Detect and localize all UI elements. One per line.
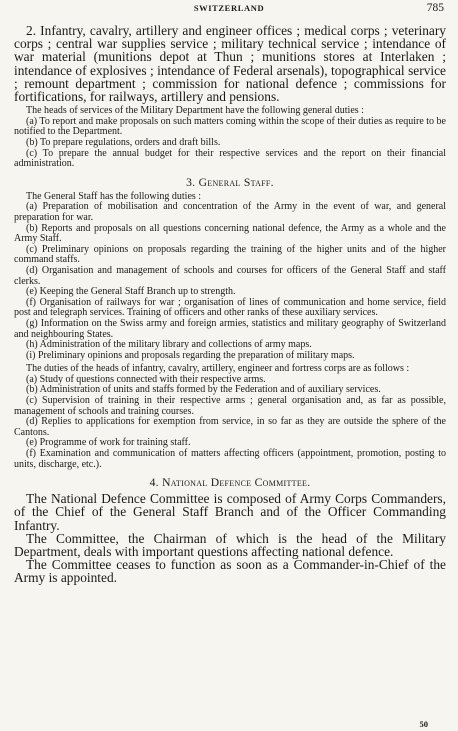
- section-number: 4.: [149, 476, 159, 490]
- section-heading-national-defence-committee: [14, 476, 446, 489]
- heads-intro: The heads of services of the Military Department have the following general duties :: [26, 105, 364, 117]
- list-item: (c) Supervision of training in their respective arms ; general organisation and, as far as possible, management of schools and training courses.: [14, 395, 446, 417]
- section-number: 3.: [186, 175, 196, 189]
- list-item: (a) To report and make proposals on such matters coming within the scope of their duties as require to be notified to the Department.: [14, 115, 446, 138]
- list-item: (g) Information on the Swiss army and foreign armies, statistics and military geography of Switzerland and neighbouring States.: [14, 317, 446, 340]
- list-item: (f) Examination and communication of matters affecting officers (appointment, promotion, posting to units, discharge, etc.).: [14, 448, 446, 470]
- page-number: 785: [426, 2, 444, 14]
- printer-signature: 50: [419, 719, 428, 729]
- list-item: (a) Study of questions connected with their respective arms.: [26, 373, 266, 385]
- list-item: (b) Administration of units and staffs formed by the Federation and of auxiliary services.: [26, 384, 381, 396]
- page-body: [14, 24, 446, 585]
- list-item: (d) Organisation and management of schools and courses for officers of the General Staff and staff clerks.: [14, 264, 446, 287]
- ndc-paragraph: The Committee ceases to function as soon as a Commander-in-Chief of the Army is appointed.: [14, 557, 446, 586]
- list-item: (b) To prepare regulations, orders and draft bills.: [26, 137, 221, 148]
- list-item: (e) Programme of work for training staff.: [26, 437, 191, 449]
- section-title: General Staff.: [198, 175, 274, 189]
- list-item: (f) Organisation of railways for war ; organisation of lines of communication and home service, field post and telegraph services. Training of officers and other ranks of these auxiliary services.: [14, 296, 446, 319]
- list-item: (i) Preliminary opinions and proposals regarding the preparation of military maps.: [26, 349, 355, 361]
- list-item: (e) Keeping the General Staff Branch up to strength.: [26, 286, 236, 298]
- ndc-paragraph: The National Defence Committee is composed of Army Corps Commanders, of the Chief of the General Staff Branch and of the Officer Commanding Infantry.: [14, 491, 446, 533]
- list-item: (h) Administration of the military library and collections of army maps.: [26, 339, 312, 351]
- list-item: (c) To prepare the annual budget for their respective services and the report on their financial administration.: [14, 147, 446, 170]
- heads-of-arms-intro: The duties of the heads of infantry, cavalry, artillery, engineer and fortress corps are as follows :: [26, 363, 410, 375]
- section-title: National Defence Committee.: [162, 476, 311, 490]
- ndc-paragraph: The Committee, the Chairman of which is the head of the Military Department, deals with important questions affecting national defence.: [14, 530, 446, 560]
- list-item: (a) Preparation of mobilisation and concentration of the Army in the event of war, and general preparation for war.: [14, 201, 446, 223]
- section-heading-general-staff: [14, 176, 446, 189]
- general-staff-intro: The General Staff has the following duties :: [26, 190, 202, 202]
- list-item: (c) Preliminary opinions on proposals regarding the training of the higher units and of the higher command staffs.: [14, 243, 446, 266]
- running-head: SWITZERLAND: [193, 3, 265, 13]
- list-item: (b) Reports and proposals on all questions concerning national defence, the Army as a whole and the Army Staff.: [14, 222, 446, 245]
- para-intro: 2. Infantry, cavalry, artillery and engineer offices ; medical corps ; veterinary corps ; central war supplies service ; military technical service ; intendance of war material (munitions depot at Thun ; munitions stores at Interlaken ; intendance of explosives ; intendance of Federal arsenals), topographical service ; remount department ; commission for national defence ; commissions for fortifications, for railways, artillery and pensions.: [14, 23, 446, 105]
- list-item: (d) Replies to applications for exemption from service, in so far as they are outside the sphere of the Cantons.: [14, 416, 446, 438]
